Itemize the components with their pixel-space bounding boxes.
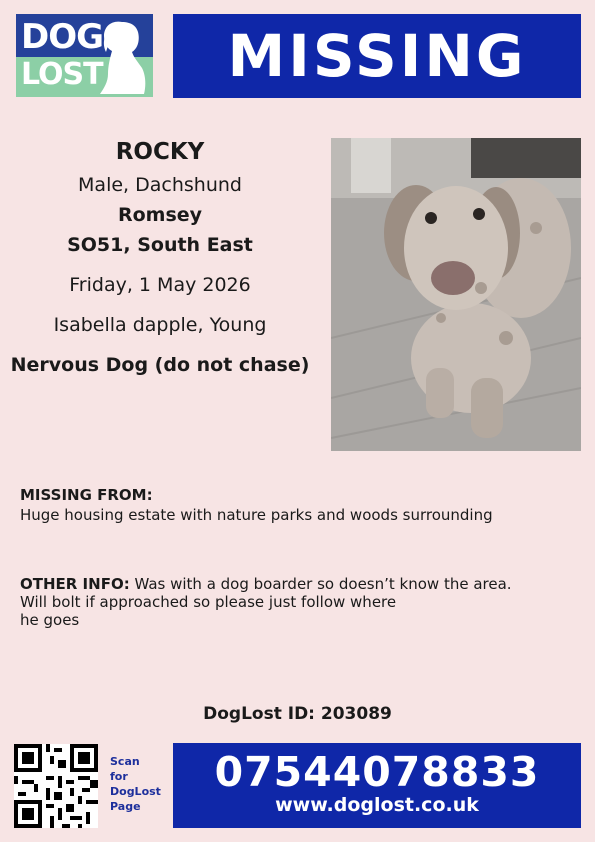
- qr-code-icon[interactable]: [14, 744, 98, 828]
- dog-town: Romsey: [117, 204, 203, 226]
- scan-line: DogLost: [110, 785, 161, 798]
- doglost-id: DogLost ID: 203089: [203, 704, 392, 724]
- other-info-line3: he goes: [20, 611, 80, 629]
- scan-line: Scan: [110, 755, 140, 768]
- other-info-label: OTHER INFO:: [20, 575, 130, 593]
- other-info-line1: Was with a dog boarder so doesn’t know the area.: [129, 575, 512, 593]
- logo-word-lost: LOST: [21, 57, 103, 92]
- other-info: [20, 575, 575, 629]
- dog-postcode-region: SO51, South East: [67, 234, 253, 256]
- contact-banner: [173, 743, 581, 828]
- dog-photo: [331, 138, 581, 451]
- dog-silhouette-icon: [92, 16, 152, 96]
- website-link[interactable]: www.doglost.co.uk: [275, 794, 479, 816]
- missing-banner: MISSING: [173, 14, 581, 98]
- scan-line: Page: [110, 800, 141, 813]
- dog-sex-breed: Male, Dachshund: [78, 174, 242, 196]
- dog-colour-age: Isabella dapple, Young: [53, 314, 267, 336]
- dog-name: ROCKY: [115, 139, 205, 165]
- missing-from-text: Huge housing estate with nature parks and woods surrounding: [20, 506, 493, 524]
- doglost-logo: [16, 14, 153, 97]
- scan-for-doglost-caption: [110, 754, 170, 814]
- other-info-line2: Will bolt if approached so please just follow where: [20, 593, 397, 611]
- missing-date: Friday, 1 May 2026: [69, 274, 251, 296]
- missing-from-label: MISSING FROM:: [20, 486, 153, 504]
- logo-word-dog: DOG: [21, 17, 104, 57]
- scan-line: for: [110, 770, 128, 783]
- phone-number-link[interactable]: 07544078833: [214, 748, 540, 796]
- nervous-dog-warning: Nervous Dog (do not chase): [10, 354, 310, 376]
